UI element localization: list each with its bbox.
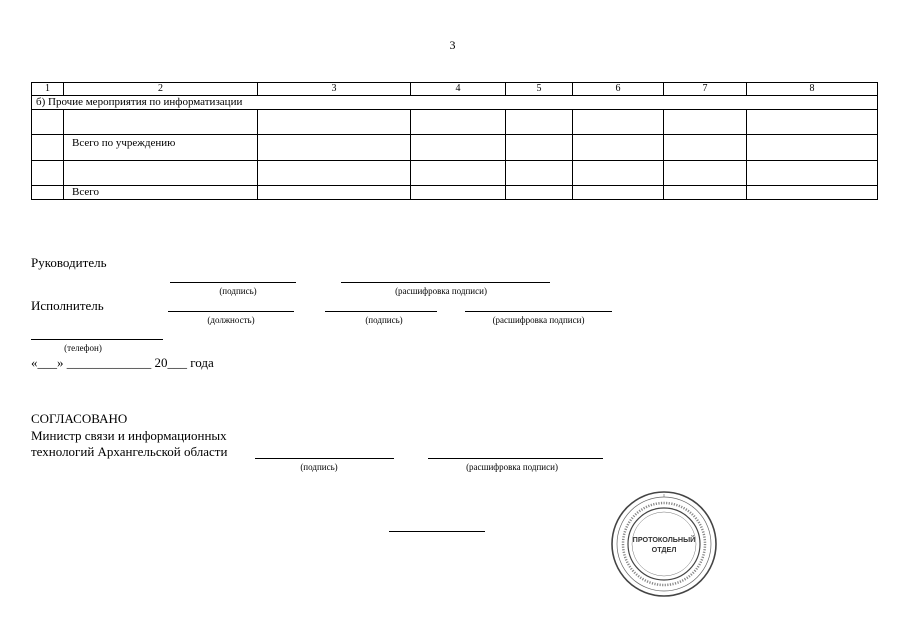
head-signature-line (170, 282, 296, 283)
table-cell (747, 161, 878, 186)
table-row (32, 110, 878, 135)
approval-signature-line (255, 458, 394, 459)
table-cell (258, 161, 411, 186)
page-number: 3 (449, 38, 456, 52)
section-title: б) Прочие мероприятия по информатизации (32, 96, 878, 110)
table-cell (32, 186, 64, 200)
office-stamp (610, 490, 718, 598)
table-row (32, 161, 878, 186)
column-number: 3 (258, 83, 411, 96)
executor-caption-decoding: (расшифровка подписи) (492, 315, 585, 325)
stamp-center-line2: ОТДЕЛ (651, 545, 677, 554)
table-cell (747, 186, 878, 200)
table-cell (573, 135, 664, 161)
section-row (32, 96, 878, 110)
total-label: Всего (64, 186, 258, 200)
column-number-row (32, 83, 878, 96)
data-table (31, 82, 878, 200)
phone-caption: (телефон) (64, 343, 102, 353)
table-cell (258, 110, 411, 135)
approval-title: СОГЛАСОВАНО (31, 411, 128, 426)
approval-line2: технологий Архангельской области (31, 444, 228, 459)
executor-decoding-line (465, 311, 612, 312)
table-cell (506, 161, 573, 186)
table-cell (573, 161, 664, 186)
table-cell (664, 110, 747, 135)
table-row (32, 186, 878, 200)
table-cell (506, 186, 573, 200)
column-number: 4 (411, 83, 506, 96)
executor-signature-line (325, 311, 437, 312)
head-decoding-line (341, 282, 550, 283)
table-cell (258, 135, 411, 161)
table-cell (32, 135, 64, 161)
executor-caption-position: (должность) (207, 315, 255, 325)
table-cell (664, 161, 747, 186)
table-cell (573, 186, 664, 200)
head-caption-signature: (подпись) (219, 286, 257, 296)
table-cell (411, 161, 506, 186)
table-cell (64, 110, 258, 135)
head-caption-decoding: (расшифровка подписи) (395, 286, 487, 296)
column-number: 7 (664, 83, 747, 96)
table-cell (747, 135, 878, 161)
table-cell (411, 110, 506, 135)
table-cell (64, 161, 258, 186)
approval-decoding-line (428, 458, 603, 459)
column-number: 6 (573, 83, 664, 96)
table-cell (32, 161, 64, 186)
column-number: 1 (32, 83, 64, 96)
table-cell (258, 186, 411, 200)
executor-caption-signature: (подпись) (365, 315, 403, 325)
table-cell (747, 110, 878, 135)
table-row (32, 135, 878, 161)
table-cell (411, 186, 506, 200)
table-cell (506, 135, 573, 161)
table-cell (32, 110, 64, 135)
table-cell (664, 186, 747, 200)
stamp-center-line1: ПРОТОКОЛЬНЫЙ (632, 535, 696, 544)
head-label: Руководитель (31, 255, 107, 270)
table-cell (664, 135, 747, 161)
column-number: 8 (747, 83, 878, 96)
total-institution-label: Всего по учреждению (64, 135, 258, 161)
approval-line1: Министр связи и информационных (31, 428, 227, 443)
phone-line (31, 339, 163, 340)
column-number: 5 (506, 83, 573, 96)
approval-caption-decoding: (расшифровка подписи) (466, 462, 558, 472)
executor-position-line (168, 311, 294, 312)
executor-label: Исполнитель (31, 298, 104, 313)
separator-line (389, 531, 485, 532)
approval-caption-signature: (подпись) (300, 462, 338, 472)
table-cell (411, 135, 506, 161)
table-cell (573, 110, 664, 135)
column-number: 2 (64, 83, 258, 96)
date-line: «___» _____________ 20___ года (31, 355, 214, 370)
table-cell (506, 110, 573, 135)
